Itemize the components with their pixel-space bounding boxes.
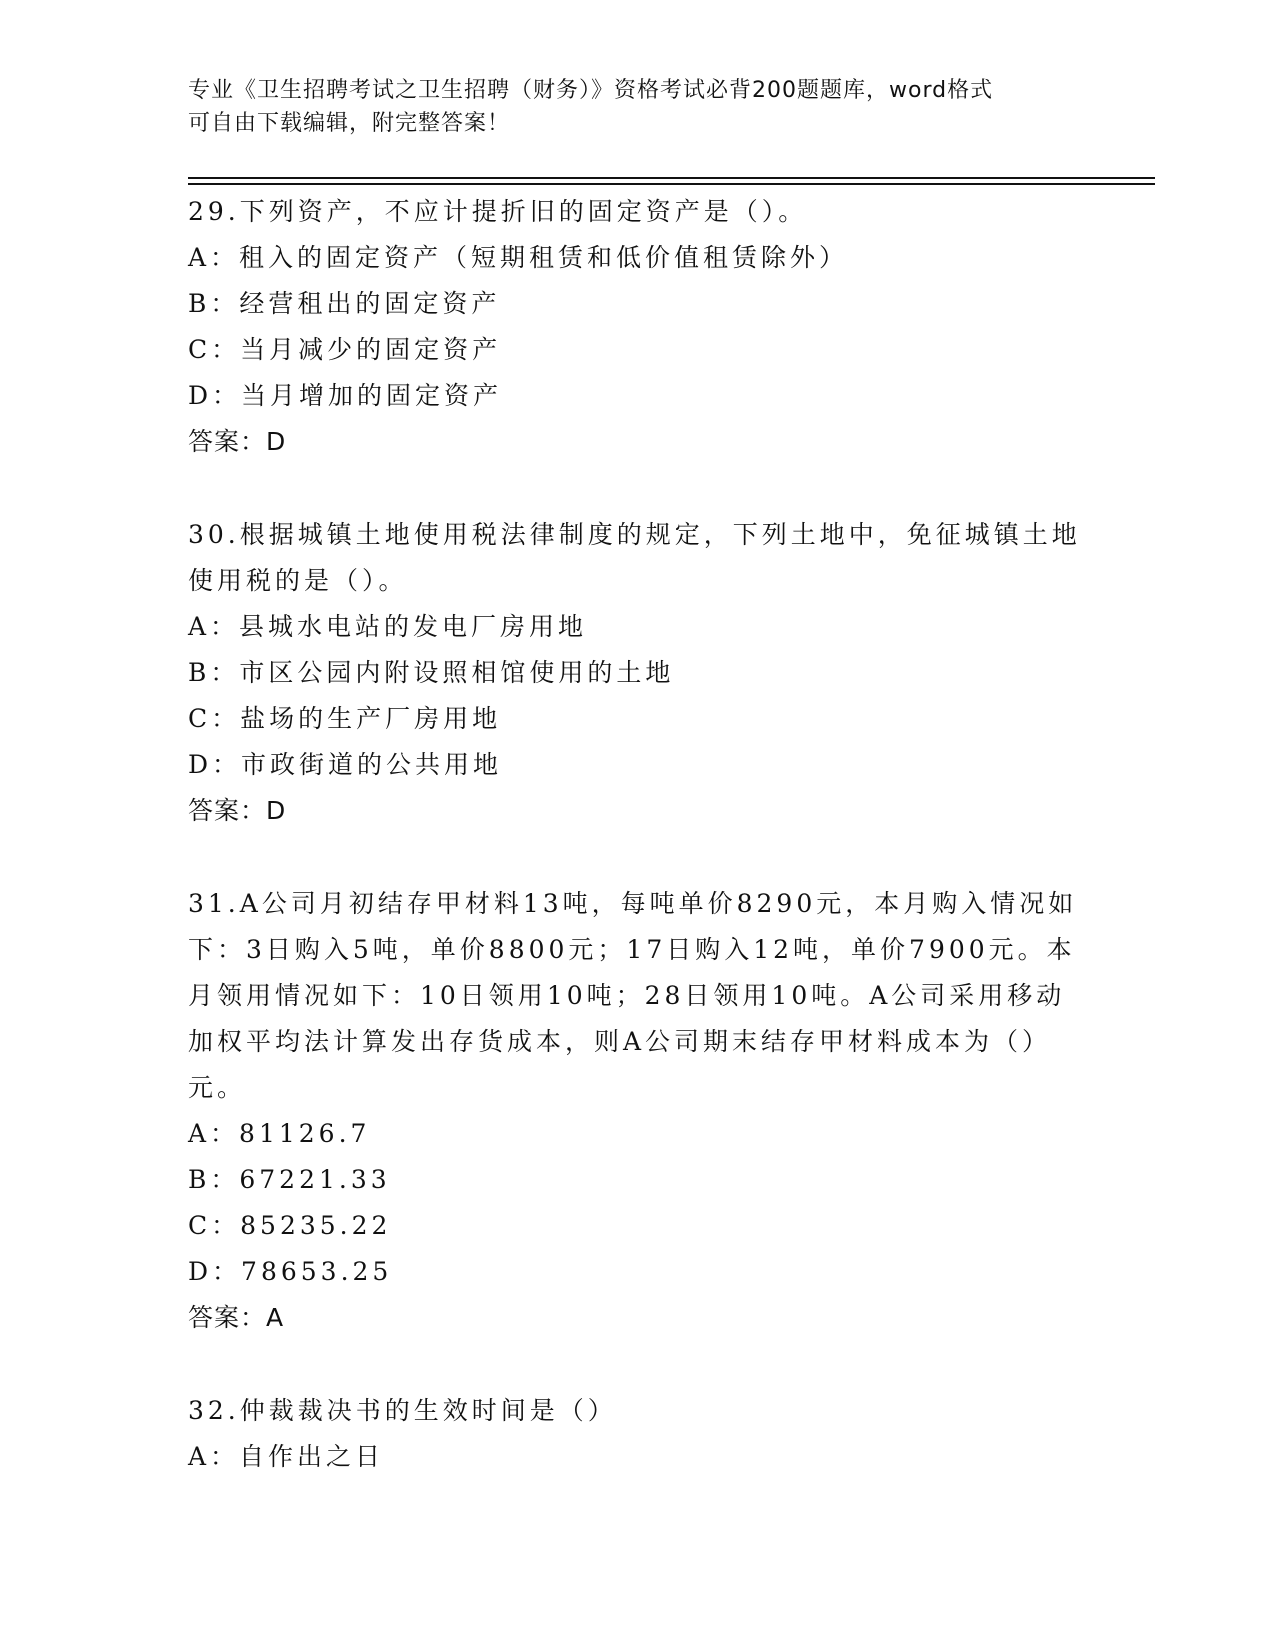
option-a: A：县城水电站的发电厂房用地 bbox=[188, 612, 588, 641]
header-line-2: 可自由下载编辑，附完整答案！ bbox=[188, 111, 511, 136]
option-a: A：自作出之日 bbox=[188, 1442, 385, 1471]
question-list bbox=[188, 189, 1088, 1527]
header-divider-bottom bbox=[188, 183, 1155, 185]
question-text: 下：3日购入5吨，单价8800元；17日购入12吨，单价7900元。本 bbox=[188, 935, 1076, 964]
option-b: B：市区公园内附设照相馆使用的土地 bbox=[188, 658, 675, 687]
option-d: D：当月增加的固定资产 bbox=[188, 381, 503, 410]
question-text: 月领用情况如下：10日领用10吨；28日领用10吨。A公司采用移动 bbox=[188, 981, 1066, 1010]
header-line-1: 专业《卫生招聘考试之卫生招聘（财务）》资格考试必背200题题库，word格式 bbox=[188, 78, 994, 103]
answer-label: 答案：A bbox=[188, 1303, 285, 1332]
option-d: D：市政街道的公共用地 bbox=[188, 750, 503, 779]
answer-label: 答案：D bbox=[188, 796, 287, 825]
option-c: C：85235.22 bbox=[188, 1211, 392, 1240]
document-header bbox=[188, 74, 1068, 140]
option-c: C：盐场的生产厂房用地 bbox=[188, 704, 502, 733]
option-d: D：78653.25 bbox=[188, 1257, 393, 1286]
option-c: C：当月减少的固定资产 bbox=[188, 335, 502, 364]
question-text: 29.下列资产，不应计提折旧的固定资产是（）。 bbox=[188, 197, 808, 226]
option-b: B：经营租出的固定资产 bbox=[188, 289, 501, 318]
option-a: A：81126.7 bbox=[188, 1119, 371, 1148]
question-text: 元。 bbox=[188, 1073, 247, 1102]
question-30 bbox=[188, 512, 1088, 834]
question-32 bbox=[188, 1388, 1088, 1480]
header-divider-top bbox=[188, 177, 1155, 179]
answer-label: 答案：D bbox=[188, 427, 287, 456]
question-text: 32.仲裁裁决书的生效时间是（） bbox=[188, 1396, 617, 1425]
question-text: 加权平均法计算发出存货成本，则A公司期末结存甲材料成本为（） bbox=[188, 1027, 1052, 1056]
question-text: 30.根据城镇土地使用税法律制度的规定，下列土地中，免征城镇土地 bbox=[188, 520, 1081, 549]
option-a: A：租入的固定资产（短期租赁和低价值租赁除外） bbox=[188, 243, 849, 272]
question-31 bbox=[188, 881, 1088, 1341]
question-text: 31.A公司月初结存甲材料13吨，每吨单价8290元，本月购入情况如 bbox=[188, 889, 1078, 918]
question-text: 使用税的是（）。 bbox=[188, 566, 408, 595]
question-29 bbox=[188, 189, 1088, 465]
option-b: B：67221.33 bbox=[188, 1165, 391, 1194]
